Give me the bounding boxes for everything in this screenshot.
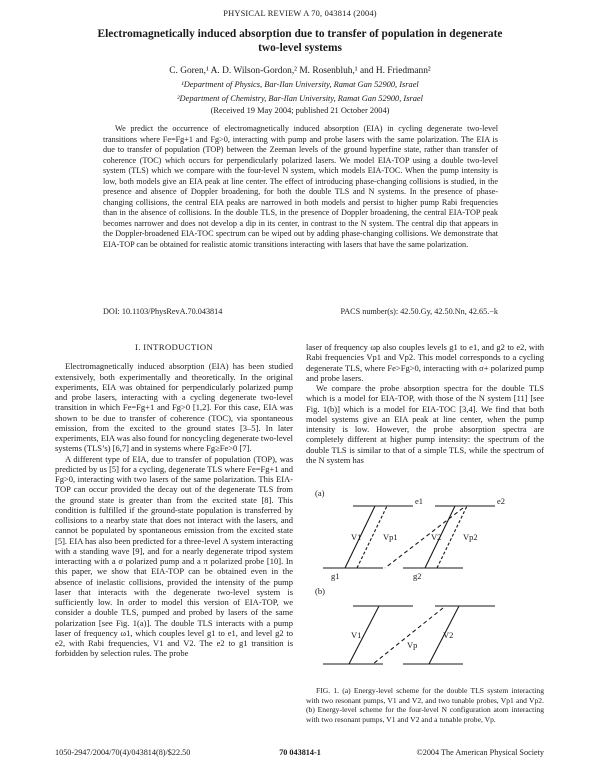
rabi-label: V1: [351, 630, 362, 640]
rabi-label: V2: [431, 532, 442, 542]
pacs-numbers: PACS number(s): 42.50.Gy, 42.50.Nn, 42.65.−k: [340, 307, 498, 316]
author-list: C. Goren,¹ A. D. Wilson-Gordon,² M. Rosenbluh,¹ and H. Friedmann²: [169, 66, 431, 76]
rabi-label: V2: [443, 630, 454, 640]
paragraph: Electromagnetically induced absorption (EIA) has been studied extensively, both experimentally and theoretically. In the original experiments, EIA was obtained for perpendicularly polarized pump and probe lasers, interacting with a cycling degenerate two-level transition in which Fe=Fg+1 and Fg>0 [1,2]. For this case, EIA was shown to be due to transfer of coherence (TOC), via spontaneous emission, from the excited to the ground states [3–5]. In later experiments, EIA was also found for noncycling degenerate two-level systems (TLS’s) [6,7] and in systems where Fg≥Fe>0 [7].: [55, 361, 293, 454]
received-date: (Received 19 May 2004; published 21 October 2004): [210, 106, 390, 115]
paragraph: A different type of EIA, due to transfer of population (TOP), was predicted by us [5] for a cycling, degenerate TLS where Fe=Fg+1 and Fg>0, interacting with two lasers of the same polarization. This EIA-TOP can occur provided the decay out of the degenerate TLS from the ground state is greater than from the excited state [8]. This condition is fulfilled if the ground-state population is transferred by collisions to a nearby state that does not interact with the lasers, and cannot be populated by spontaneous emission from the excited state [5]. EIA has also been predicted for a three-level Λ system interacting with a standing wave [9], and for a nearly degenerate tripod system interacting with a σ polarized pump and a π polarized probe [10]. In this paper, we show that EIA-TOP can be obtained even in the absence of inelastic collisions, provided the intensity of the pump laser that interacts with the degenerate two-level system is sufficiently low. In order to model this version of EIA-TOP, we consider a double TLS, pumped and probed by lasers of the same polarization [see Fig. 1(a)]. The double TLS interacts with a pump laser of frequency ω1, which couples level g1 to e1, and level g2 to e2, with Rabi frequencies, V1 and V2. The e2 to g1 transition is forbidden by selection rules. The probe: [55, 453, 293, 659]
section-heading: I. INTRODUCTION: [134, 342, 214, 352]
affiliation-chemistry: ²Department of Chemistry, Bar-Ilan University, Ramat Gan 52900, Israel: [177, 94, 423, 103]
abstract: We predict the occurrence of electromagnetically induced absorption (EIA) in cycling degenerate two-level transitions where Fe=Fg+1 and Fg>0, interacting with pump and probe lasers with the same polarization. The EIA is due to transfer of population (TOP) between the Zeeman levels of the ground hyperfine state, rather than transfer of coherence (TOC) which occurs for perpendicularly polarized lasers. We model EIA-TOP using a double two-level system (TLS) which we compare with the four-level N system, which models EIA-TOC. When the pump intensity is low, both models give an EIA peak at line center. The effect of introducing phase-changing collisions is studied, in the presence and absence of Doppler broadening, for both the double TLS and N systems. In the presence of phase-changing collisions, the central EIA peaks are narrowed in both models and persist to higher pump Rabi frequencies than in the absence of collisions. In the double TLS, in the presence of Doppler broadening, the central EIA-TOP peak becomes narrower and does not develop a dip in its center, in contrast to the N system. The central dip that appears in the Doppler-broadened EIA-TOC spectrum can be wiped out by adding phase-changing collisions. We demonstrate that EIA-TOP can be obtained for realistic atomic transitions interacting with lasers that have the same polarization.: [103, 124, 498, 250]
rabi-label: Vp2: [463, 532, 478, 542]
level-label: e2: [497, 496, 506, 506]
level-label: g1: [331, 571, 340, 581]
level-label: g2: [413, 571, 422, 581]
footer-issn: 1050-2947/2004/70(4)/043814(8)/$22.50: [55, 748, 191, 757]
paragraph: We compare the probe absorption spectra for the double TLS which is a model for EIA-TOP, with those of the N system [11] [see Fig. 1(b)] which is a model for EIA-TOC [3,4]. We find that both model systems give an EIA peak at line center, when the pump intensity is low. However, the probe absorption spectra are completely different at higher pump intensity: the spectrum of the double TLS is similar to that of a simple TLS, while the spectrum of the N system has: [306, 383, 544, 465]
paper-title: Electromagnetically induced absorption due to transfer of population in degenerate two-level systems: [97, 28, 503, 54]
left-column: [55, 342, 293, 659]
level-label: e1: [415, 496, 424, 506]
figure-caption: FIG. 1. (a) Energy-level scheme for the double TLS system interacting with two resonant pumps, V1 and V2, and two tunable probes, Vp1 and Vp2. (b) Energy-level scheme for the four-level N configuration atom interacting with two resonant pumps, V1 and V2 and a tunable probe, Vp.: [306, 686, 544, 725]
running-head: PHYSICAL REVIEW A 70, 043814 (2004): [223, 9, 377, 18]
doi-link[interactable]: DOI: 10.1103/PhysRevA.70.043814: [103, 307, 223, 316]
figure-label-a: (a): [315, 488, 325, 498]
energy-level-figure: [313, 488, 541, 680]
rabi-label: Vp1: [383, 532, 398, 542]
rabi-label: V1: [351, 532, 362, 542]
affiliation-physics: ¹Department of Physics, Bar-Ilan University, Ramat Gan 52900, Israel: [181, 80, 419, 89]
paragraph: laser of frequency ωp also couples levels g1 to e1, and g2 to e2, with Rabi frequencies Vp1 and Vp2. This model corresponds to a cycling degenerate TLS, where Fe>Fg>0, interacting with σ+ polarized pump and probe lasers.: [306, 342, 544, 383]
figure-label-b: (b): [315, 586, 325, 596]
rabi-label: Vp: [407, 640, 418, 650]
right-column: [306, 342, 544, 465]
page-number: 70 043814-1: [279, 748, 321, 757]
footer-copyright: ©2004 The American Physical Society: [416, 748, 544, 757]
